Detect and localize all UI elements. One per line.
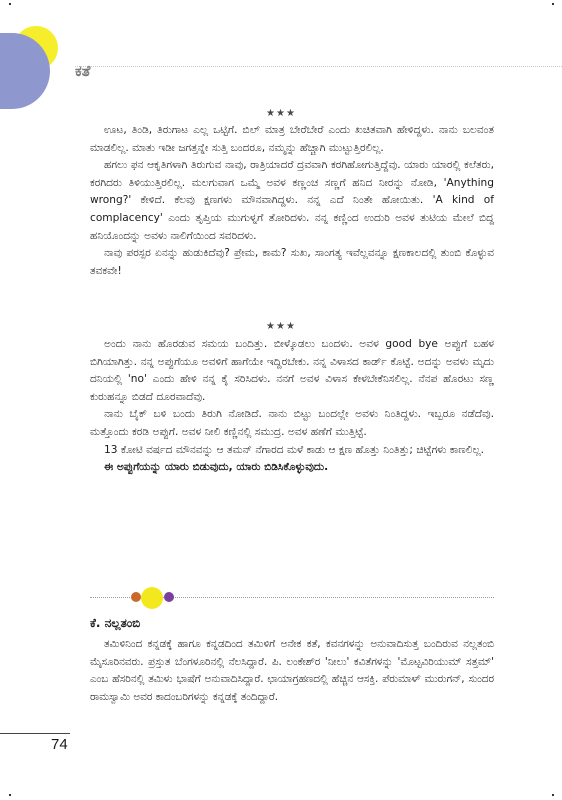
crop-mark bbox=[9, 3, 11, 5]
page-number: 74 bbox=[51, 736, 68, 753]
crop-mark bbox=[9, 794, 11, 796]
decorative-dot-yellow bbox=[141, 587, 163, 609]
story-part-1 bbox=[90, 122, 494, 280]
story-paragraph: ಅಂದು ನಾನು ಹೊರಡುವ ಸಮಯ ಬಂದಿತ್ತು. ಬೀಳ್ಕೊಡಲು ಬಂದಳು. ಅವಳ good bye ಅಪ್ಪುಗೆ ಬಹಳ ಬಿಗಿಯಾಗಿತ್ತು. ನನ್ನ ಅಪ್ಪುಗೆಯೂ ಅವಳಿಗೆ ಹಾಗೆಯೇ ಇದ್ದಿರಬೇಕು. ನನ್ನ ವಿಳಾಸದ ಕಾರ್ಡ್ ಕೊಟ್ಟೆ. ಅದನ್ನು ಅವಳು ಮೃದು ದನಿಯಲ್ಲಿ 'no' ಎಂದು ಹೇಳಿ ನನ್ನ ಕೈ ಸರಿಸಿದಳು. ನನಗೆ ಅವಳ ವಿಳಾಸ ಕೇಳಬೇಕೆನಿಸಲಿಲ್ಲ. ನೆನಪ ಹೊರಟು ಸಣ್ಣ ಕುರುಹನ್ನೂ ಬಿಡದೆ ದೂರವಾದೆವು. bbox=[90, 338, 494, 403]
section-title: ಕತೆ bbox=[75, 62, 91, 80]
story-part-2 bbox=[90, 336, 494, 477]
closing-line: ಈ ಅಪ್ಪುಗೆಯನ್ನು ಯಾರು ಬಿಡುವುದು, ಯಾರು ಬಿಡಿಸಿಕೊಳ್ಳುವುದು. bbox=[104, 461, 329, 474]
author-name: ಕೆ. ನಲ್ಲತಂಬಿ bbox=[90, 616, 141, 630]
story-paragraph: ಹಗಲು ಫನ ಆಕೃತಿಗಳಾಗಿ ತಿರುಗುವ ನಾವು, ರಾತ್ರಿಯಾದರೆ ದ್ರವವಾಗಿ ಕರಗಿಹೋಗುತ್ತಿದ್ದೆವು. ಯಾರು ಯಾರಲ್ಲಿ ಕಲೆತರು, ಕರಗಿದರು ತಿಳಿಯುತ್ತಿರಲಿಲ್ಲ. ಮಲಗುವಾಗ ಒಮ್ಮೆ ಅವಳ ಕಣ್ಣಂಚ ಸಣ್ಣಗೆ ಹನಿದ ನೀರನ್ನು ನೋಡಿ, 'Anything wrong?' ಕೇಳಿದೆ. ಕೆಲವು ಕ್ಷಣಗಳು ಮೌನವಾಗಿದ್ದಳು. ನನ್ನ ಎದೆ ನಿಂತೇ ಹೋಯಿತು. 'A kind of complacency' ಎಂದು ತೃಪ್ತಿಯ ಮುಗುಳ್ನಗೆ ತೋರಿದಳು. ನನ್ನ ಕಣ್ಣಿಂದ ಉದುರಿ ಅವಳ ತುಟಿಯ ಮೇಲೆ ಬಿದ್ದ ಹನಿಯೊಂದನ್ನು ಅವಳು ನಾಲಿಗೆಯಿಂದ ಸವರಿದಳು. bbox=[90, 159, 494, 242]
author-bio bbox=[90, 636, 494, 706]
story-paragraph: ನಾನು ಬೈಕ್ ಬಳಿ ಬಂದು ತಿರುಗಿ ನೋಡಿದೆ. ನಾನು ಬಿಟ್ಟು ಬಂದಲ್ಲೇ ಅವಳು ನಿಂತಿದ್ದಳು. ಇಬ್ಬರೂ ನಡೆದೆವು. ಮತ್ತೊಂದು ಕರಡಿ ಅಪ್ಪುಗೆ. ಅವಳ ನೀಲಿ ಕಣ್ಣಿನಲ್ಲಿ ಸಮುದ್ರ. ಅವಳ ಹಣೆಗೆ ಮುತ್ತಿಟ್ಟೆ. bbox=[90, 408, 494, 438]
section-separator: ★★★ bbox=[266, 321, 296, 332]
story-paragraph: 13 ಕೋಟಿ ವರ್ಷದ ಮೌನವನ್ನು ಆ ತಮನ್ ನೆಗಾರದ ಮಳೆ ಕಾಡು ಆ ಕ್ಷಣ ಹೊತ್ತು ನಿಂತಿತ್ತು; ಚಿಟ್ಟೆಗಳು ಕಾಣಲಿಲ್ಲ. bbox=[104, 443, 485, 456]
author-bio-text: ತಮಿಳಿನಿಂದ ಕನ್ನಡಕ್ಕೆ ಹಾಗೂ ಕನ್ನಡದಿಂದ ತಮಿಳಿಗೆ ಅನೇಕ ಕತೆ, ಕವನಗಳನ್ನು ಅನುವಾದಿಸುತ್ತ ಬಂದಿರುವ ನಲ್ಲತಂಬಿ ಮೈಸೂರಿನವರು. ಪ್ರಸ್ತುತ ಬೆಂಗಳೂರಿನಲ್ಲಿ ನೆಲಸಿದ್ದಾರೆ. ಪಿ. ಲಂಕೇಶ್‌ರ 'ನೀಲು' ಕವಿತೆಗಳನ್ನು 'ಮೊಟ್ಟವಿರಿಯುಮ್ ಸತ್ತಮ್' ಎಂಬ ಹೆಸರಿನಲ್ಲಿ ತಮಿಳು ಭಾಷೆಗೆ ಅನುವಾದಿಸಿದ್ದಾರೆ. ಛಾಯಾಗ್ರಹಣದಲ್ಲಿ ಹೆಚ್ಚಿನ ಆಸಕ್ತಿ. ಪೆರುಮಾಳ್ ಮುರುಗನ್, ಸುಂದರ ರಾಮಸ್ವಾಮಿ ಅವರ ಕಾದಂಬರಿಗಳನ್ನು ಕನ್ನಡಕ್ಕೆ ತಂದಿದ್ದಾರೆ. bbox=[90, 638, 494, 703]
story-paragraph: ಊಟ, ತಿಂಡಿ, ತಿರುಗಾಟ ಎಲ್ಲ ಒಟ್ಟಿಗೆ. ಬಿಲ್ ಮಾತ್ರ ಬೇರೆಬೇರೆ ಎಂದು ಖಚಿತವಾಗಿ ಹೇಳಿದ್ದಳು. ನಾನು ಬಲವಂತ ಮಾಡಲಿಲ್ಲ. ಮಾತು ಇಡೀ ಜಗತ್ತನ್ನೇ ಸುತ್ತಿ ಬಂದರೂ, ನಮ್ಮನ್ನು ಹೆಚ್ಚಾಗಿ ಮುಟ್ಟುತ್ತಿರಲಿಲ್ಲ. bbox=[90, 124, 494, 154]
crop-mark bbox=[552, 794, 554, 796]
section-separator: ★★★ bbox=[266, 108, 296, 119]
crop-mark bbox=[552, 3, 554, 5]
story-paragraph: ನಾವು ಪರಸ್ಪರ ಏನನ್ನು ಹುಡುಕಿದೆವು? ಪ್ರೇಮ, ಕಾಮ? ಸುಖ, ಸಾಂಗತ್ಯ ಇವೆಲ್ಲವನ್ನೂ ಕ್ಷಣಕಾಲದಲ್ಲಿ ತುಂಬಿ ಕೊಳ್ಳುವ ತವಕವೇ! bbox=[90, 247, 494, 277]
decorative-dot-purple bbox=[164, 592, 174, 602]
decorative-dot-orange bbox=[131, 592, 141, 602]
footer-rule bbox=[0, 733, 70, 734]
header-rule bbox=[75, 66, 562, 67]
